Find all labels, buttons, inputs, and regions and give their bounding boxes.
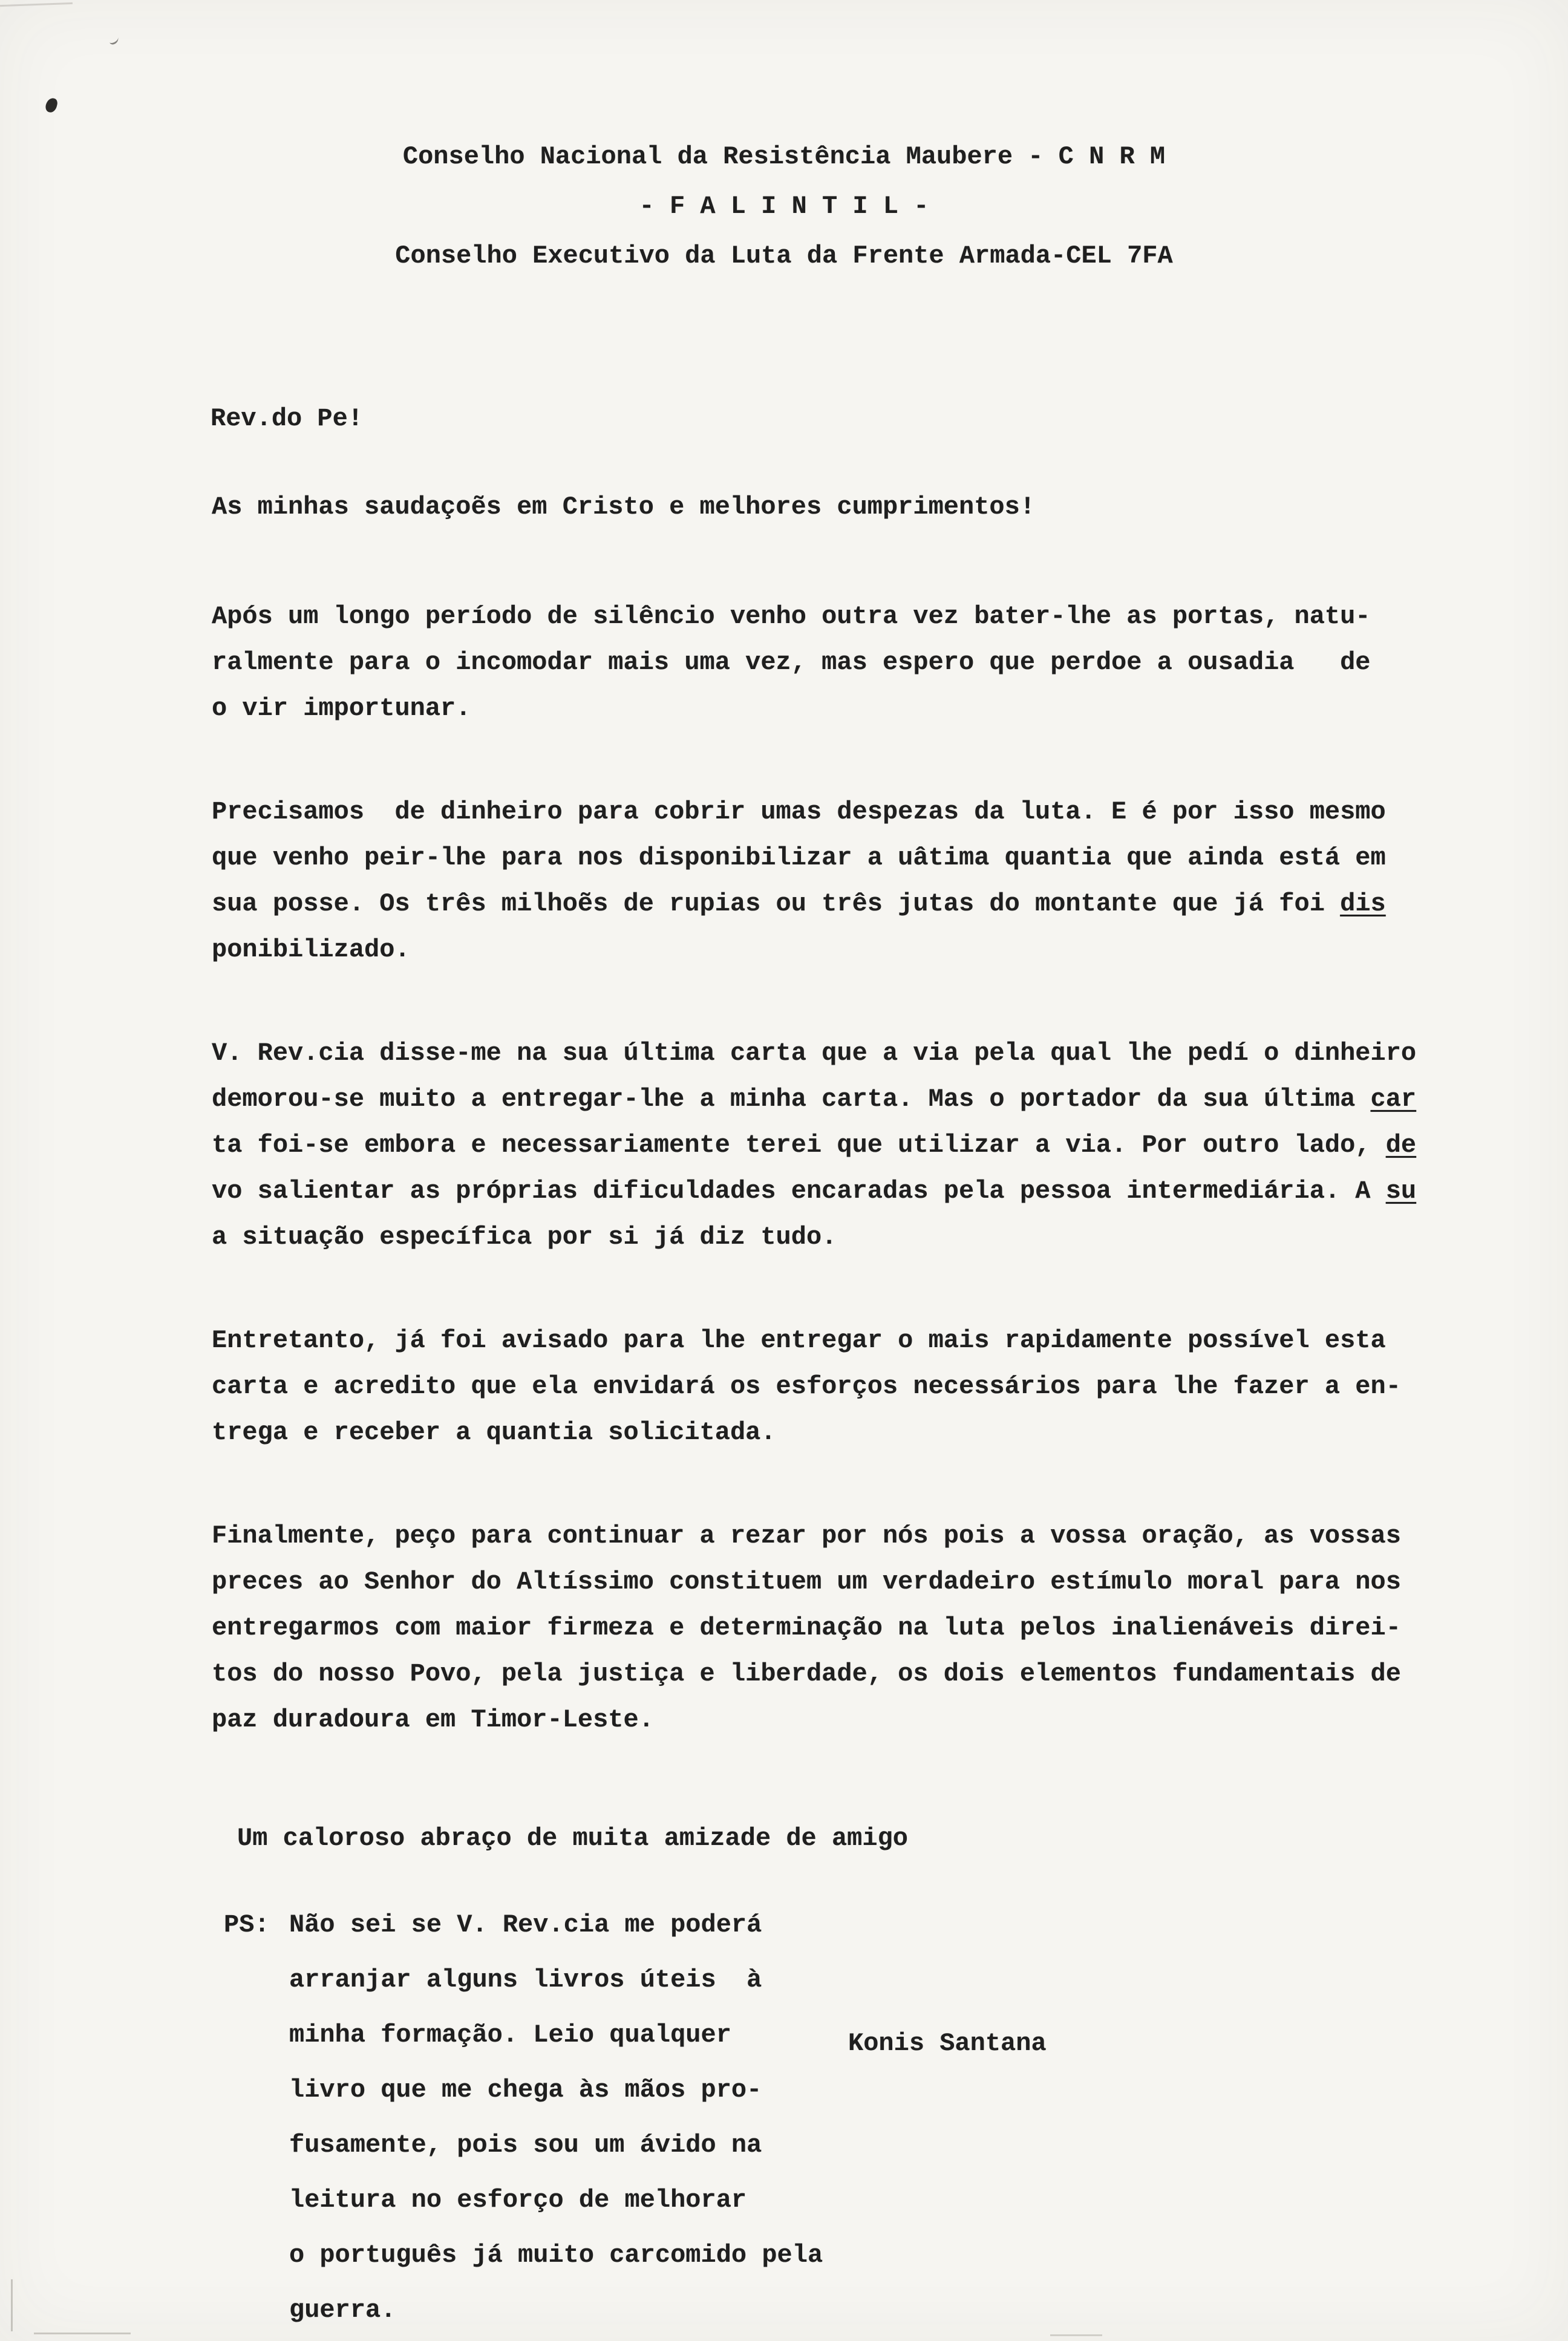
scan-edge-line-top — [0, 2, 73, 7]
greeting-line: As minhas saudaçoẽs em Cristo e melhores cumprimentos! — [212, 492, 1036, 521]
text-line: o vir importunar. — [212, 694, 471, 723]
scan-pen-mark — [108, 34, 120, 45]
ps-text-line: leitura no esforço de melhorar — [289, 2186, 747, 2215]
ps-text-line: o português já muito carcomido pela — [289, 2241, 823, 2270]
text-line: tos do nosso Povo, pela justiça e liberdade, os dois elementos fundamentais de — [212, 1659, 1401, 1688]
text-line: a situação específica por si já diz tudo. — [212, 1223, 837, 1252]
ps-text-line: guerra. — [289, 2296, 396, 2325]
scan-edge-line-bottom-left — [34, 2333, 131, 2334]
text-line: entregarmos com maior firmeza e determinação na luta pelos inalienáveis direi- — [212, 1613, 1401, 1642]
text-line: vo salientar as próprias dificuldades encaradas pela pessoa intermediária. A su — [212, 1177, 1417, 1206]
paragraph — [212, 789, 1568, 973]
text-line: que venho peir-lhe para nos disponibilizar a uâtima quantia que ainda está em — [212, 843, 1386, 872]
paragraph — [212, 1513, 1568, 1743]
text-line: Após um longo período de silêncio venho outra vez bater-lhe as portas, natu- — [212, 602, 1371, 631]
letterhead-org-line: Conselho Nacional da Resistência Maubere - C N R M — [402, 142, 1166, 171]
letterhead — [0, 132, 1568, 281]
text-line: ponibilizado. — [212, 935, 410, 964]
ps-label: PS: — [224, 1910, 270, 1939]
text-line: preces ao Senhor do Altíssimo constituem um verdadeiro estímulo moral para nos — [212, 1567, 1401, 1596]
ps-text-line: fusamente, pois sou um ávido na — [289, 2130, 762, 2160]
paragraph — [212, 593, 1568, 731]
postscript — [224, 1898, 1568, 2338]
scan-ink-blob — [44, 97, 58, 114]
text-line: ralmente para o incomodar mais uma vez, mas espero que perdoe a ousadia de — [212, 648, 1371, 677]
text-line: Finalmente, peço para continuar a rezar por nós pois a vossa oração, as vossas — [212, 1521, 1401, 1550]
paragraph — [212, 1030, 1568, 1260]
scan-edge-line-left — [11, 2279, 13, 2331]
signature-name: Konis Santana — [848, 2029, 1047, 2058]
text-line: Entretanto, já foi avisado para lhe entregar o mais rapidamente possível esta — [212, 1326, 1386, 1355]
letterhead-cel-line: Conselho Executivo da Luta da Frente Armada-CEL 7FA — [395, 241, 1173, 270]
text-line: V. Rev.cia disse-me na sua última carta que a via pela qual lhe pedí o dinheiro — [212, 1039, 1417, 1068]
text-line: Precisamos de dinheiro para cobrir umas despezas da luta. E é por isso mesmo — [212, 797, 1386, 826]
text-line: demorou-se muito a entregar-lhe a minha carta. Mas o portador da sua última car — [212, 1085, 1417, 1114]
letter-body — [212, 593, 1568, 1743]
text-line: ta foi-se embora e necessariamente terei que utilizar a via. Por outro lado, de — [212, 1131, 1417, 1160]
salutation: Rev.do Pe! — [211, 404, 364, 433]
letterhead-falintil-line: - F A L I N T I L - — [639, 192, 929, 221]
text-line: carta e acredito que ela envidará os esforços necessários para lhe fazer a en- — [212, 1372, 1401, 1401]
ps-lines — [289, 1898, 1568, 2338]
ps-text-line: minha formação. Leio qualquer — [289, 2020, 731, 2049]
ps-text-line: livro que me chega às mãos pro- — [289, 2075, 762, 2104]
text-line: sua posse. Os três milhoẽs de rupias ou três jutas do montante que já foi dis — [212, 889, 1386, 918]
text-line: paz duradoura em Timor-Leste. — [212, 1705, 654, 1734]
ps-text-line: Não sei se V. Rev.cia me poderá — [289, 1910, 762, 1939]
text-line: trega e receber a quantia solicitada. — [212, 1418, 776, 1447]
paragraph — [212, 1317, 1568, 1455]
ps-text-line: arranjar alguns livros úteis à — [289, 1965, 762, 1994]
closing-line: Um caloroso abraço de muita amizade de amigo — [237, 1824, 908, 1853]
